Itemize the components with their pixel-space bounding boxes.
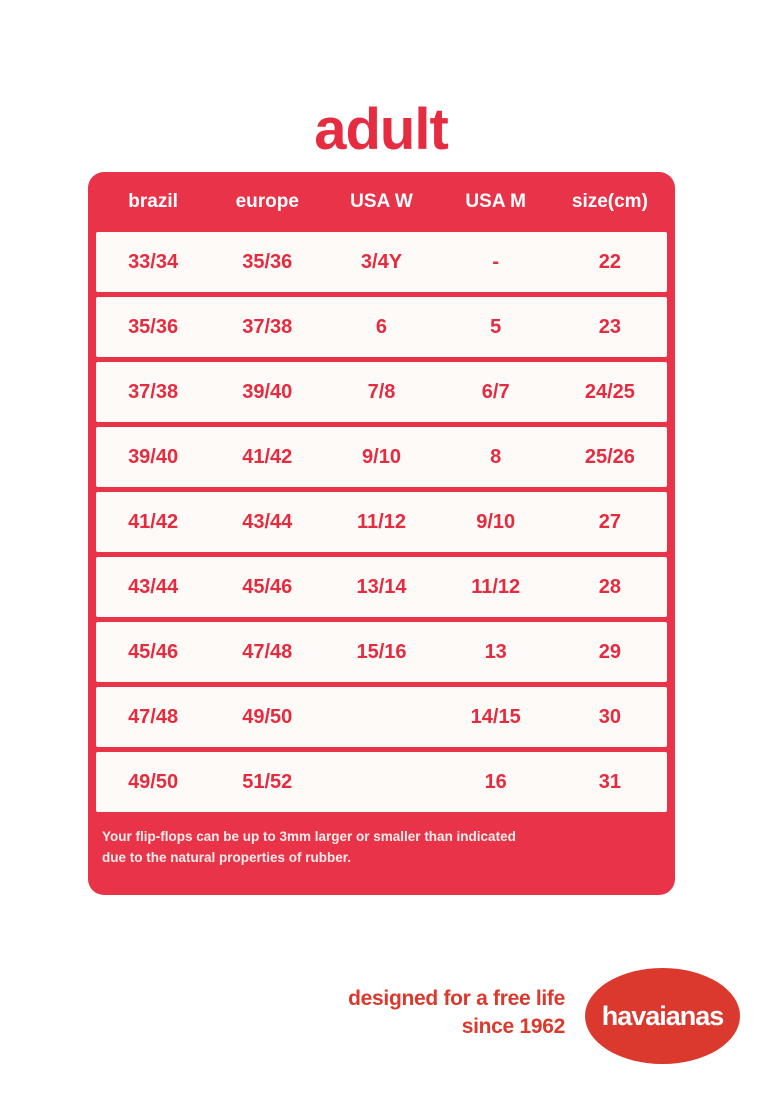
care-note-line-2: due to the natural properties of rubber.	[102, 849, 352, 865]
tagline-line-1: designed for a free life	[348, 987, 565, 1010]
size-cell: 13/14	[356, 575, 407, 598]
size-cell: 51/52	[242, 770, 293, 793]
size-cell: 7/8	[367, 380, 396, 403]
size-cell: 33/34	[128, 250, 179, 273]
column-header-brazil: brazil	[128, 191, 178, 212]
size-cell: -	[492, 250, 500, 273]
table-row	[96, 687, 667, 747]
size-cell: 43/44	[242, 510, 293, 533]
size-cell: 35/36	[242, 250, 293, 273]
column-header-europe: europe	[235, 191, 299, 212]
table-row	[96, 297, 667, 357]
size-cell: 6	[375, 315, 388, 338]
size-cell: 47/48	[128, 705, 179, 728]
size-cell: 43/44	[128, 575, 179, 598]
size-cell: 3/4Y	[360, 250, 403, 273]
size-cell: 30	[598, 705, 622, 728]
size-cell: 37/38	[128, 380, 179, 403]
table-body	[88, 232, 675, 812]
size-cell: 45/46	[242, 575, 293, 598]
size-cell: 41/42	[242, 445, 293, 468]
size-cell: 23	[598, 315, 622, 338]
size-cell: 6/7	[481, 380, 510, 403]
page-title: adult	[314, 97, 448, 162]
size-cell: 28	[598, 575, 622, 598]
table-header-row	[88, 172, 675, 232]
size-cell: 15/16	[356, 640, 407, 663]
footer	[0, 980, 762, 1090]
size-cell: 24/25	[584, 380, 635, 403]
size-cell: 37/38	[242, 315, 293, 338]
size-cell: 11/12	[357, 510, 406, 533]
size-cell: 11/12	[471, 575, 521, 598]
table-row	[96, 362, 667, 422]
table-row	[96, 557, 667, 617]
size-cell: 9/10	[476, 510, 516, 533]
size-cell: 27	[598, 510, 622, 533]
table-row	[96, 232, 667, 292]
care-note-line-1: Your flip-flops can be up to 3mm larger or smaller than indicated	[102, 829, 516, 844]
size-cell: 29	[598, 640, 622, 663]
size-cell: 47/48	[242, 640, 293, 663]
column-header-usa-m: USA M	[465, 191, 526, 212]
brand-tagline	[348, 985, 565, 1041]
size-cell: 31	[598, 770, 622, 793]
havaianas-logo	[585, 968, 740, 1064]
table-row	[96, 427, 667, 487]
size-cell: 39/40	[242, 380, 293, 403]
size-cell: 39/40	[128, 445, 179, 468]
size-cell: 49/50	[128, 770, 179, 793]
size-cell: 14/15	[470, 705, 521, 728]
size-cell: 22	[598, 250, 622, 273]
care-note	[88, 817, 675, 869]
table-row	[96, 622, 667, 682]
size-cell: 25/26	[584, 445, 635, 468]
size-cell: 41/42	[128, 510, 179, 533]
table-row	[96, 752, 667, 812]
size-cell: 9/10	[362, 445, 401, 468]
size-cell: 49/50	[242, 705, 293, 728]
size-cell: 45/46	[128, 640, 179, 663]
size-cell: 5	[490, 315, 502, 338]
size-chart-card	[88, 172, 675, 895]
column-header-usa-w: USA W	[350, 191, 413, 212]
size-cell: 16	[484, 770, 507, 793]
size-cell: 13	[484, 640, 507, 663]
havaianas-logo-text: havaianas	[601, 1000, 724, 1031]
size-cell: 35/36	[128, 315, 179, 338]
table-row	[96, 492, 667, 552]
tagline-line-2: since 1962	[461, 1015, 565, 1038]
size-cell: 8	[490, 445, 502, 468]
column-header-size-cm: size(cm)	[571, 191, 648, 212]
